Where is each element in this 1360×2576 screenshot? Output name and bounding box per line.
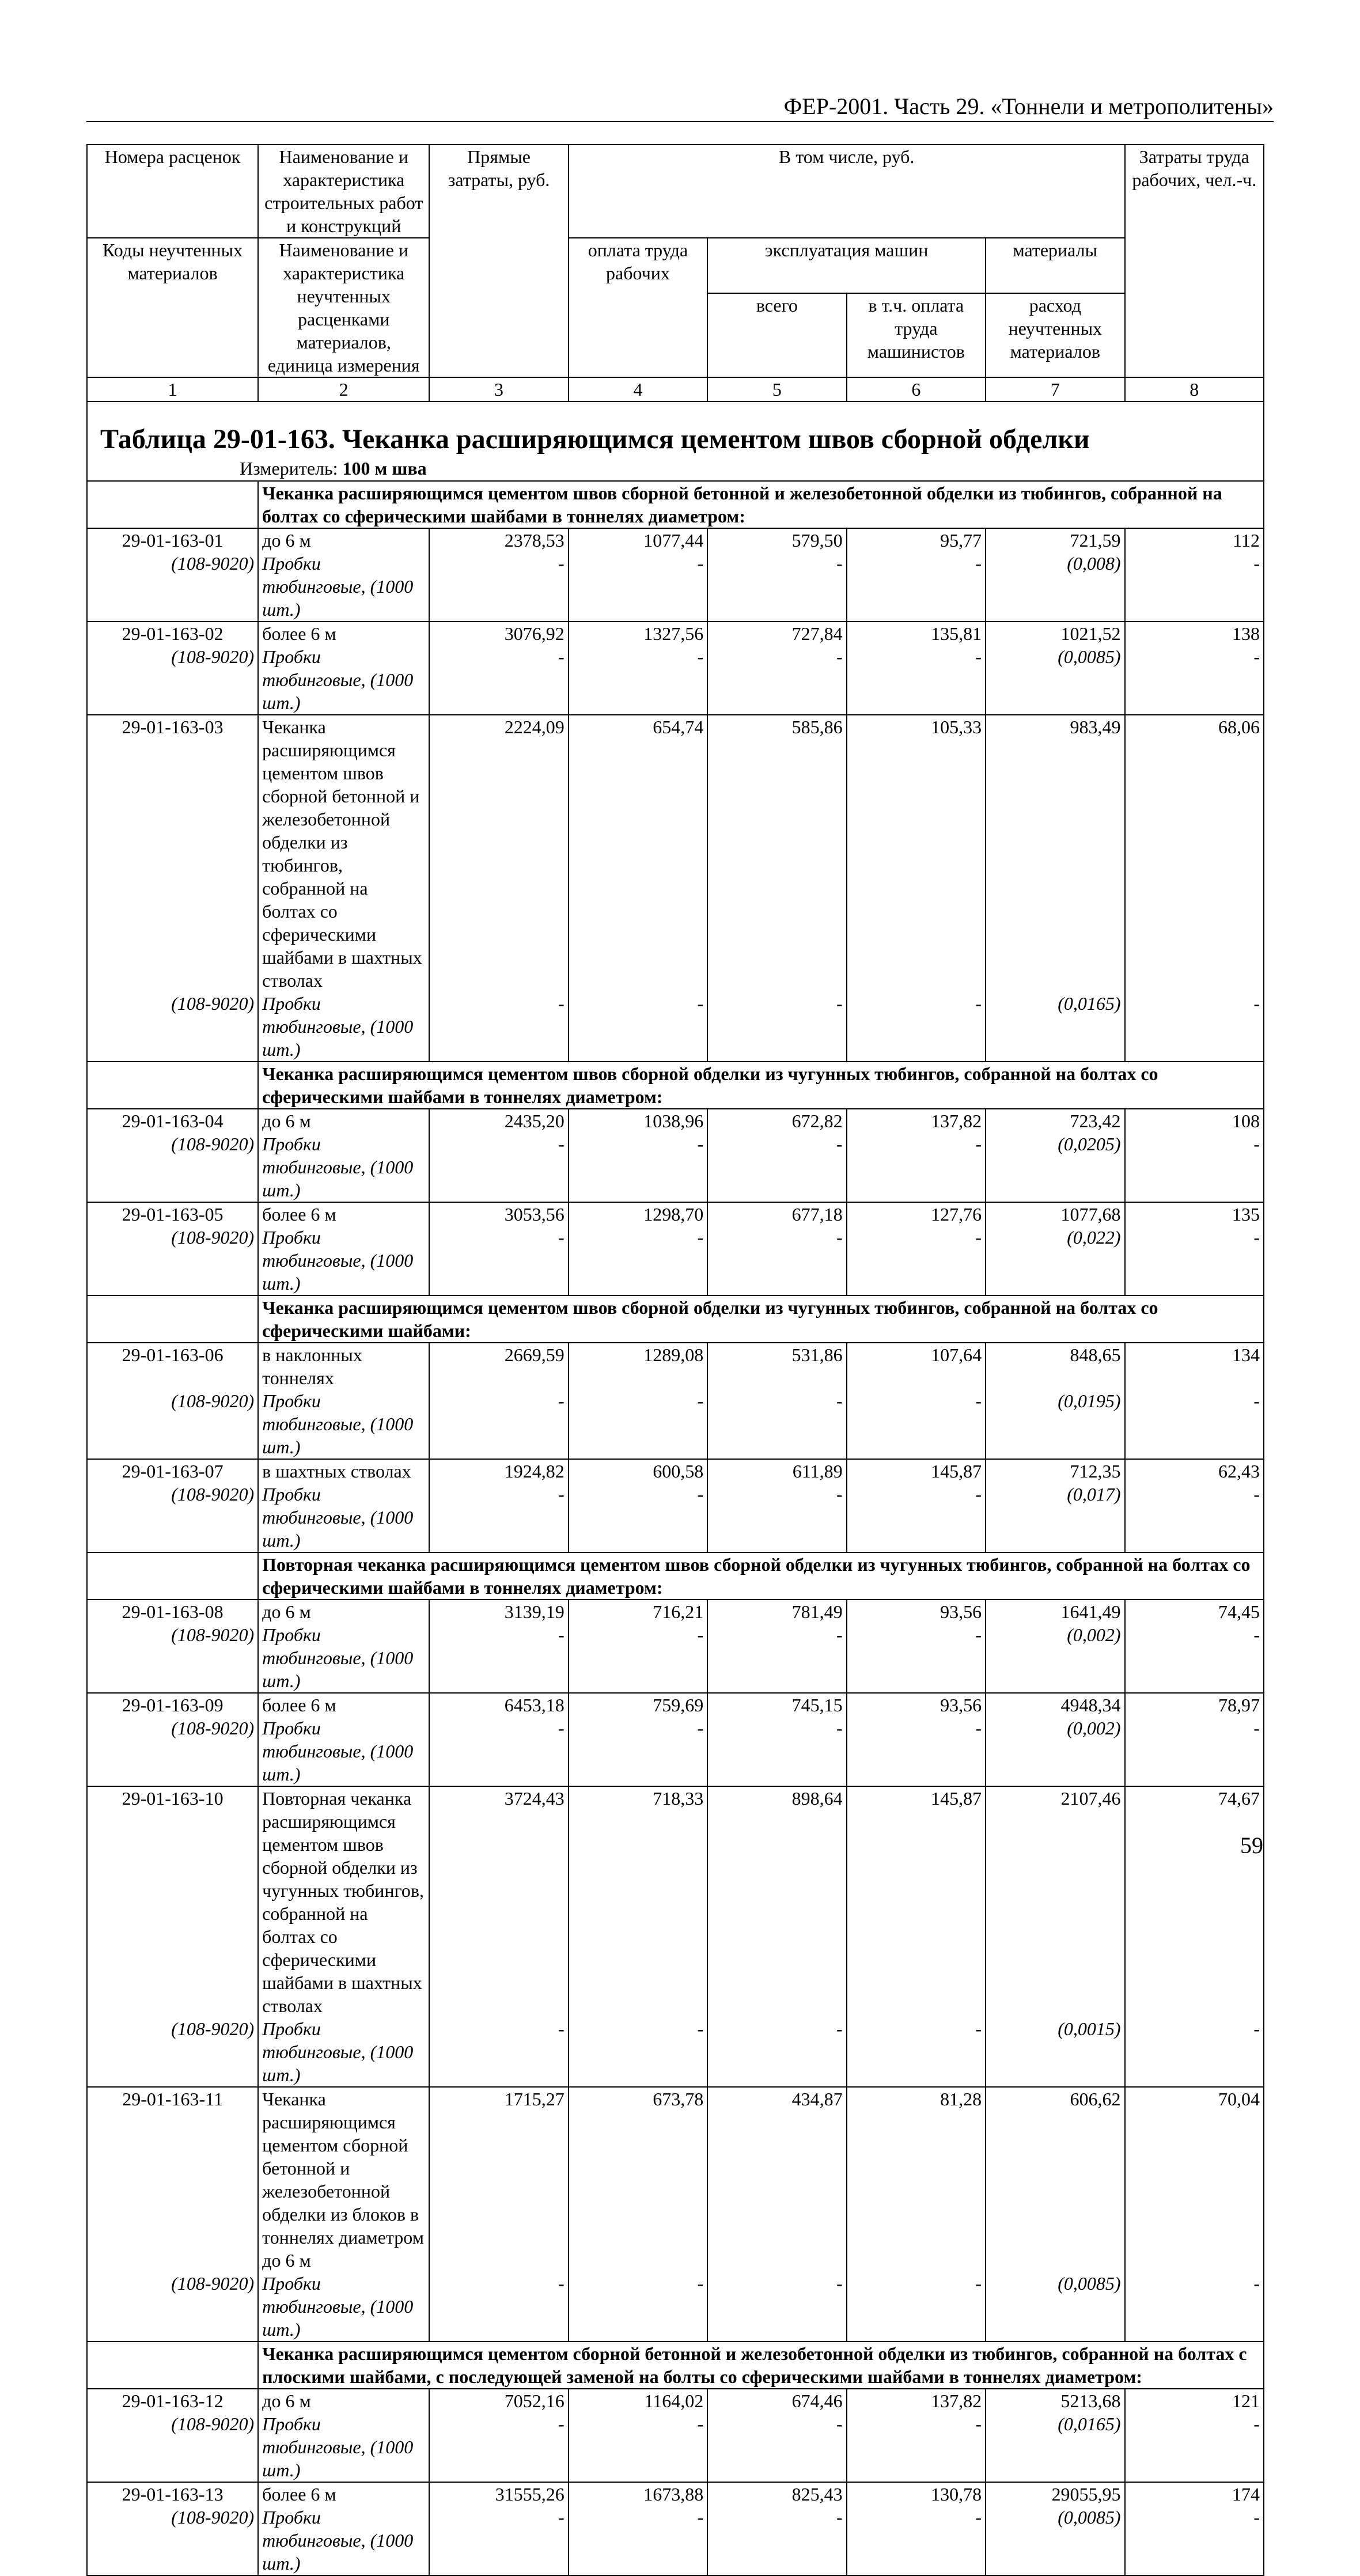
work-name: более 6 м [258, 622, 429, 645]
material-name: Пробки тюбинговые, (1000 шт.) [258, 2412, 429, 2482]
value-c4: 1298,70 [569, 1202, 707, 1226]
material-consumption: (0,0085) [986, 2506, 1124, 2575]
dash-cell: - [429, 2506, 568, 2575]
dash-cell: - [569, 1483, 707, 1552]
dash-cell: - [569, 1623, 707, 1693]
work-name: более 6 м [258, 1693, 429, 1717]
dash-cell: - [847, 1483, 986, 1552]
dash-cell: - [707, 1226, 846, 1295]
table-row [87, 1786, 1264, 2017]
value-c7: 848,65 [986, 1343, 1124, 1389]
table-row [87, 1202, 1264, 1226]
rate-code: 29-01-163-07 [87, 1459, 258, 1483]
value-c7: 29055,95 [986, 2482, 1124, 2506]
col-number: 6 [847, 377, 986, 401]
section-spacer [87, 1062, 258, 1109]
material-code: (108-9020) [87, 645, 258, 715]
col-number: 3 [429, 377, 568, 401]
dash-cell: - [429, 552, 568, 622]
value-c6: 130,78 [847, 2482, 986, 2506]
material-row [87, 1483, 1264, 1552]
col4-head: оплата труда рабочих [569, 238, 707, 377]
rate-code: 29-01-163-01 [87, 528, 258, 552]
section-heading: Чеканка расширяющимся цементом сборной бетонной и железобетонной обделки из тюбингов, собранной на болтах с плоскими шайбами, с последующей заменой на болты со сферическими шайбами в тоннелях диаметром: [258, 2342, 1264, 2389]
col5-head: всего [707, 293, 846, 377]
material-code: (108-9020) [87, 1483, 258, 1552]
section-spacer [87, 481, 258, 528]
table-row [87, 1459, 1264, 1483]
value-c3: 1924,82 [429, 1459, 568, 1483]
value-c4: 600,58 [569, 1459, 707, 1483]
work-name: до 6 м [258, 1109, 429, 1132]
dash-cell: - [429, 1717, 568, 1786]
material-consumption: (0,0015) [986, 2017, 1124, 2087]
value-c3: 2435,20 [429, 1109, 568, 1132]
value-c5: 434,87 [707, 2087, 846, 2272]
value-c6: 135,81 [847, 622, 986, 645]
material-row [87, 1389, 1264, 1459]
value-c8: 135 [1125, 1202, 1264, 1226]
dash-cell: - [1125, 2272, 1264, 2342]
dash-cell: - [569, 2506, 707, 2575]
value-c3: 3139,19 [429, 1600, 568, 1623]
material-row [87, 1717, 1264, 1786]
material-code: (108-9020) [87, 2017, 258, 2087]
dash-cell: - [1125, 1389, 1264, 1459]
measure-label: Измеритель: [240, 458, 343, 479]
dash-cell: - [847, 1389, 986, 1459]
work-name: Чеканка расширяющимся цементом швов сборной бетонной и железобетонной обделки из тюбингов, собранной на болтах со сферическими шайбами в шахтных стволах [258, 715, 429, 992]
value-c4: 1673,88 [569, 2482, 707, 2506]
work-name: Повторная чеканка расширяющимся цементом швов сборной обделки из чугунных тюбингов, собранной на болтах со сферическими шайбами в шахтных стволах [258, 1786, 429, 2017]
dash-cell: - [847, 552, 986, 622]
dash-cell: - [707, 2412, 846, 2482]
material-name: Пробки тюбинговые, (1000 шт.) [258, 1623, 429, 1693]
value-c3: 2669,59 [429, 1343, 568, 1389]
dash-cell: - [847, 1226, 986, 1295]
value-c5: 531,86 [707, 1343, 846, 1389]
dash-cell: - [707, 1623, 846, 1693]
page-number: 59 [1240, 1832, 1263, 1858]
material-consumption: (0,002) [986, 1717, 1124, 1786]
col6-head: в т.ч. оплата труда машинистов [847, 293, 986, 377]
column-numbers-row [87, 377, 1264, 401]
material-name: Пробки тюбинговые, (1000 шт.) [258, 992, 429, 1062]
value-c3: 6453,18 [429, 1693, 568, 1717]
material-row [87, 992, 1264, 1062]
measure-value: 100 м шва [342, 458, 427, 479]
dash-cell: - [707, 2506, 846, 2575]
dash-cell: - [707, 1389, 846, 1459]
value-c5: 727,84 [707, 622, 846, 645]
table-row [87, 2087, 1264, 2272]
section-row [87, 1062, 1264, 1109]
table-row [87, 1693, 1264, 1717]
rate-code: 29-01-163-06 [87, 1343, 258, 1389]
dash-cell: - [1125, 2412, 1264, 2482]
value-c5: 677,18 [707, 1202, 846, 1226]
value-c4: 1327,56 [569, 622, 707, 645]
dash-cell: - [429, 992, 568, 1062]
material-consumption: (0,002) [986, 1623, 1124, 1693]
value-c7: 4948,34 [986, 1693, 1124, 1717]
value-c4: 673,78 [569, 2087, 707, 2272]
material-row [87, 1226, 1264, 1295]
value-c5: 585,86 [707, 715, 846, 992]
section-spacer [87, 1295, 258, 1343]
dash-cell: - [847, 1717, 986, 1786]
material-row [87, 1623, 1264, 1693]
work-name: более 6 м [258, 1202, 429, 1226]
material-consumption: (0,022) [986, 1226, 1124, 1295]
value-c7: 1077,68 [986, 1202, 1124, 1226]
value-c8: 108 [1125, 1109, 1264, 1132]
material-code: (108-9020) [87, 552, 258, 622]
dash-cell: - [429, 1226, 568, 1295]
material-name: Пробки тюбинговые, (1000 шт.) [258, 552, 429, 622]
value-c7: 5213,68 [986, 2389, 1124, 2412]
material-code: (108-9020) [87, 2412, 258, 2482]
dash-cell: - [847, 1623, 986, 1693]
section-row [87, 1552, 1264, 1600]
value-c3: 1715,27 [429, 2087, 568, 2272]
dash-cell: - [429, 1389, 568, 1459]
rate-code: 29-01-163-08 [87, 1600, 258, 1623]
material-code: (108-9020) [87, 2506, 258, 2575]
material-name: Пробки тюбинговые, (1000 шт.) [258, 1717, 429, 1786]
dash-cell: - [569, 1717, 707, 1786]
value-c6: 95,77 [847, 528, 986, 552]
material-code: (108-9020) [87, 1226, 258, 1295]
material-consumption: (0,0165) [986, 992, 1124, 1062]
value-c5: 674,46 [707, 2389, 846, 2412]
material-consumption: (0,0205) [986, 1132, 1124, 1202]
rate-code: 29-01-163-02 [87, 622, 258, 645]
material-consumption: (0,008) [986, 552, 1124, 622]
table-row [87, 715, 1264, 992]
dash-cell: - [1125, 2017, 1264, 2087]
table-row [87, 1343, 1264, 1389]
value-c8: 138 [1125, 622, 1264, 645]
col-number: 1 [87, 377, 258, 401]
value-c6: 145,87 [847, 1459, 986, 1483]
value-c8: 134 [1125, 1343, 1264, 1389]
value-c6: 145,87 [847, 1786, 986, 2017]
dash-cell: - [707, 992, 846, 1062]
section-heading: Повторная чеканка расширяющимся цементом швов сборной обделки из чугунных тюбингов, собранной на болтах со сферическими шайбами в тоннелях диаметром: [258, 1552, 1264, 1600]
material-name: Пробки тюбинговые, (1000 шт.) [258, 2506, 429, 2575]
col1-head-bottom: Коды неучтенных материалов [87, 238, 258, 377]
dash-cell: - [707, 2272, 846, 2342]
col-number: 2 [258, 377, 429, 401]
section-spacer [87, 2342, 258, 2389]
dash-cell: - [569, 2272, 707, 2342]
value-c4: 718,33 [569, 1786, 707, 2017]
dash-cell: - [429, 645, 568, 715]
material-code: (108-9020) [87, 992, 258, 1062]
dash-cell: - [707, 1483, 846, 1552]
col7-head: расход неучтенных материалов [986, 293, 1124, 377]
value-c3: 2378,53 [429, 528, 568, 552]
value-c6: 105,33 [847, 715, 986, 992]
value-c6: 93,56 [847, 1600, 986, 1623]
material-name: Пробки тюбинговые, (1000 шт.) [258, 2272, 429, 2342]
table-row [87, 622, 1264, 645]
value-c5: 672,82 [707, 1109, 846, 1132]
work-name: до 6 м [258, 528, 429, 552]
dash-cell: - [1125, 992, 1264, 1062]
dash-cell: - [1125, 1226, 1264, 1295]
value-c3: 7052,16 [429, 2389, 568, 2412]
dash-cell: - [1125, 1483, 1264, 1552]
dash-cell: - [707, 645, 846, 715]
value-c6: 81,28 [847, 2087, 986, 2272]
material-code: (108-9020) [87, 1717, 258, 1786]
value-c4: 1164,02 [569, 2389, 707, 2412]
col-number: 4 [569, 377, 707, 401]
dash-cell: - [847, 645, 986, 715]
value-c8: 121 [1125, 2389, 1264, 2412]
col-number: 8 [1125, 377, 1264, 401]
material-name: Пробки тюбинговые, (1000 шт.) [258, 645, 429, 715]
section-spacer [87, 1552, 258, 1600]
value-c4: 1289,08 [569, 1343, 707, 1389]
value-c3: 3053,56 [429, 1202, 568, 1226]
dash-cell: - [847, 992, 986, 1062]
dash-cell: - [569, 992, 707, 1062]
col8-head: Затраты труда рабочих, чел.-ч. [1125, 145, 1264, 377]
value-c4: 654,74 [569, 715, 707, 992]
value-c8: 112 [1125, 528, 1264, 552]
section-row [87, 1295, 1264, 1343]
material-name: Пробки тюбинговые, (1000 шт.) [258, 1483, 429, 1552]
dash-cell: - [847, 2017, 986, 2087]
material-row [87, 2412, 1264, 2482]
dash-cell: - [429, 2272, 568, 2342]
material-row [87, 2272, 1264, 2342]
value-c7: 723,42 [986, 1109, 1124, 1132]
measure-line [88, 456, 1263, 480]
value-c4: 759,69 [569, 1693, 707, 1717]
material-consumption: (0,0085) [986, 645, 1124, 715]
material-consumption: (0,0085) [986, 2272, 1124, 2342]
dash-cell: - [707, 552, 846, 622]
value-c7: 606,62 [986, 2087, 1124, 2272]
material-row [87, 1132, 1264, 1202]
dash-cell: - [569, 2017, 707, 2087]
value-c5: 611,89 [707, 1459, 846, 1483]
material-name: Пробки тюбинговые, (1000 шт.) [258, 1389, 429, 1459]
work-name: до 6 м [258, 2389, 429, 2412]
section-row [87, 2342, 1264, 2389]
table-row [87, 2389, 1264, 2412]
table-row [87, 1109, 1264, 1132]
col2-head-bottom: Наименование и характеристика неучтенных расценками материалов, единица измерения [258, 238, 429, 377]
rate-code: 29-01-163-09 [87, 1693, 258, 1717]
value-c8: 78,97 [1125, 1693, 1264, 1717]
table-row [87, 2482, 1264, 2506]
value-c4: 1038,96 [569, 1109, 707, 1132]
value-c3: 3724,43 [429, 1786, 568, 2017]
value-c5: 825,43 [707, 2482, 846, 2506]
group-head: В том числе, руб. [569, 145, 1125, 238]
value-c5: 745,15 [707, 1693, 846, 1717]
material-row [87, 645, 1264, 715]
value-c8: 74,45 [1125, 1600, 1264, 1623]
work-name: в наклонных тоннелях [258, 1343, 429, 1389]
table-row [87, 1600, 1264, 1623]
value-c4: 1077,44 [569, 528, 707, 552]
work-name: до 6 м [258, 1600, 429, 1623]
value-c7: 721,59 [986, 528, 1124, 552]
value-c5: 579,50 [707, 528, 846, 552]
material-code: (108-9020) [87, 2272, 258, 2342]
material-consumption: (0,017) [986, 1483, 1124, 1552]
material-row [87, 2506, 1264, 2575]
material-consumption: (0,0165) [986, 2412, 1124, 2482]
value-c6: 137,82 [847, 2389, 986, 2412]
section-heading: Чеканка расширяющимся цементом швов сборной бетонной и железобетонной обделки из тюбингов, собранной на болтах со сферическими шайбами в тоннелях диаметром: [258, 481, 1264, 528]
dash-cell: - [1125, 645, 1264, 715]
value-c6: 107,64 [847, 1343, 986, 1389]
rate-code: 29-01-163-13 [87, 2482, 258, 2506]
col3-head: Прямые затраты, руб. [429, 145, 568, 377]
material-code: (108-9020) [87, 1132, 258, 1202]
table-row [87, 528, 1264, 552]
value-c4: 716,21 [569, 1600, 707, 1623]
machines-head: эксплуатация машин [707, 238, 986, 293]
dash-cell: - [1125, 552, 1264, 622]
dash-cell: - [569, 1132, 707, 1202]
rates-table [86, 144, 1264, 2576]
material-name: Пробки тюбинговые, (1000 шт.) [258, 1132, 429, 1202]
dash-cell: - [429, 2412, 568, 2482]
material-row [87, 2017, 1264, 2087]
dash-cell: - [429, 1483, 568, 1552]
value-c8: 74,67 [1125, 1786, 1264, 2017]
col2-head-top: Наименование и характеристика строительных работ и конструкций [258, 145, 429, 238]
value-c7: 1021,52 [986, 622, 1124, 645]
material-name: Пробки тюбинговые, (1000 шт.) [258, 1226, 429, 1295]
section-heading: Чеканка расширяющимся цементом швов сборной обделки из чугунных тюбингов, собранной на болтах со сферическими шайбами в тоннелях диаметром: [258, 1062, 1264, 1109]
rate-code: 29-01-163-11 [87, 2087, 258, 2272]
value-c6: 93,56 [847, 1693, 986, 1717]
dash-cell: - [1125, 2506, 1264, 2575]
dash-cell: - [569, 645, 707, 715]
dash-cell: - [569, 552, 707, 622]
value-c7: 983,49 [986, 715, 1124, 992]
value-c8: 68,06 [1125, 715, 1264, 992]
value-c6: 127,76 [847, 1202, 986, 1226]
value-c8: 70,04 [1125, 2087, 1264, 2272]
dash-cell: - [707, 1132, 846, 1202]
dash-cell: - [429, 1623, 568, 1693]
dash-cell: - [707, 1717, 846, 1786]
section-row [87, 481, 1264, 528]
running-header: ФЕР-2001. Часть 29. «Тоннели и метрополитены» [86, 92, 1274, 122]
material-row [87, 552, 1264, 622]
rate-code: 29-01-163-05 [87, 1202, 258, 1226]
col-number: 5 [707, 377, 846, 401]
value-c3: 3076,92 [429, 622, 568, 645]
value-c5: 781,49 [707, 1600, 846, 1623]
col-number: 7 [986, 377, 1124, 401]
materials-head: материалы [986, 238, 1124, 293]
rate-code: 29-01-163-03 [87, 715, 258, 992]
work-name: Чеканка расширяющимся цементом сборной бетонной и железобетонной обделки из блоков в тоннелях диаметром до 6 м [258, 2087, 429, 2272]
dash-cell: - [429, 1132, 568, 1202]
material-code: (108-9020) [87, 1623, 258, 1693]
section-heading: Чеканка расширяющимся цементом швов сборной обделки из чугунных тюбингов, собранной на болтах со сферическими шайбами: [258, 1295, 1264, 1343]
work-name: более 6 м [258, 2482, 429, 2506]
dash-cell: - [847, 2272, 986, 2342]
dash-cell: - [569, 2412, 707, 2482]
value-c5: 898,64 [707, 1786, 846, 2017]
dash-cell: - [847, 2506, 986, 2575]
value-c3: 2224,09 [429, 715, 568, 992]
rate-code: 29-01-163-04 [87, 1109, 258, 1132]
value-c7: 2107,46 [986, 1786, 1124, 2017]
work-name: в шахтных стволах [258, 1459, 429, 1483]
value-c6: 137,82 [847, 1109, 986, 1132]
rate-code: 29-01-163-12 [87, 2389, 258, 2412]
material-code: (108-9020) [87, 1389, 258, 1459]
value-c7: 1641,49 [986, 1600, 1124, 1623]
material-consumption: (0,0195) [986, 1389, 1124, 1459]
dash-cell: - [847, 2412, 986, 2482]
dash-cell: - [1125, 1717, 1264, 1786]
value-c8: 174 [1125, 2482, 1264, 2506]
material-name: Пробки тюбинговые, (1000 шт.) [258, 2017, 429, 2087]
table-title: Таблица 29-01-163. Чеканка расширяющимся цементом швов сборной обделки [100, 424, 1090, 454]
rate-code: 29-01-163-10 [87, 1786, 258, 2017]
dash-cell: - [429, 2017, 568, 2087]
value-c8: 62,43 [1125, 1459, 1264, 1483]
dash-cell: - [847, 1132, 986, 1202]
dash-cell: - [569, 1226, 707, 1295]
dash-cell: - [1125, 1132, 1264, 1202]
value-c3: 31555,26 [429, 2482, 568, 2506]
dash-cell: - [1125, 1623, 1264, 1693]
value-c7: 712,35 [986, 1459, 1124, 1483]
dash-cell: - [569, 1389, 707, 1459]
dash-cell: - [707, 2017, 846, 2087]
col1-head-top: Номера расценок [87, 145, 258, 238]
